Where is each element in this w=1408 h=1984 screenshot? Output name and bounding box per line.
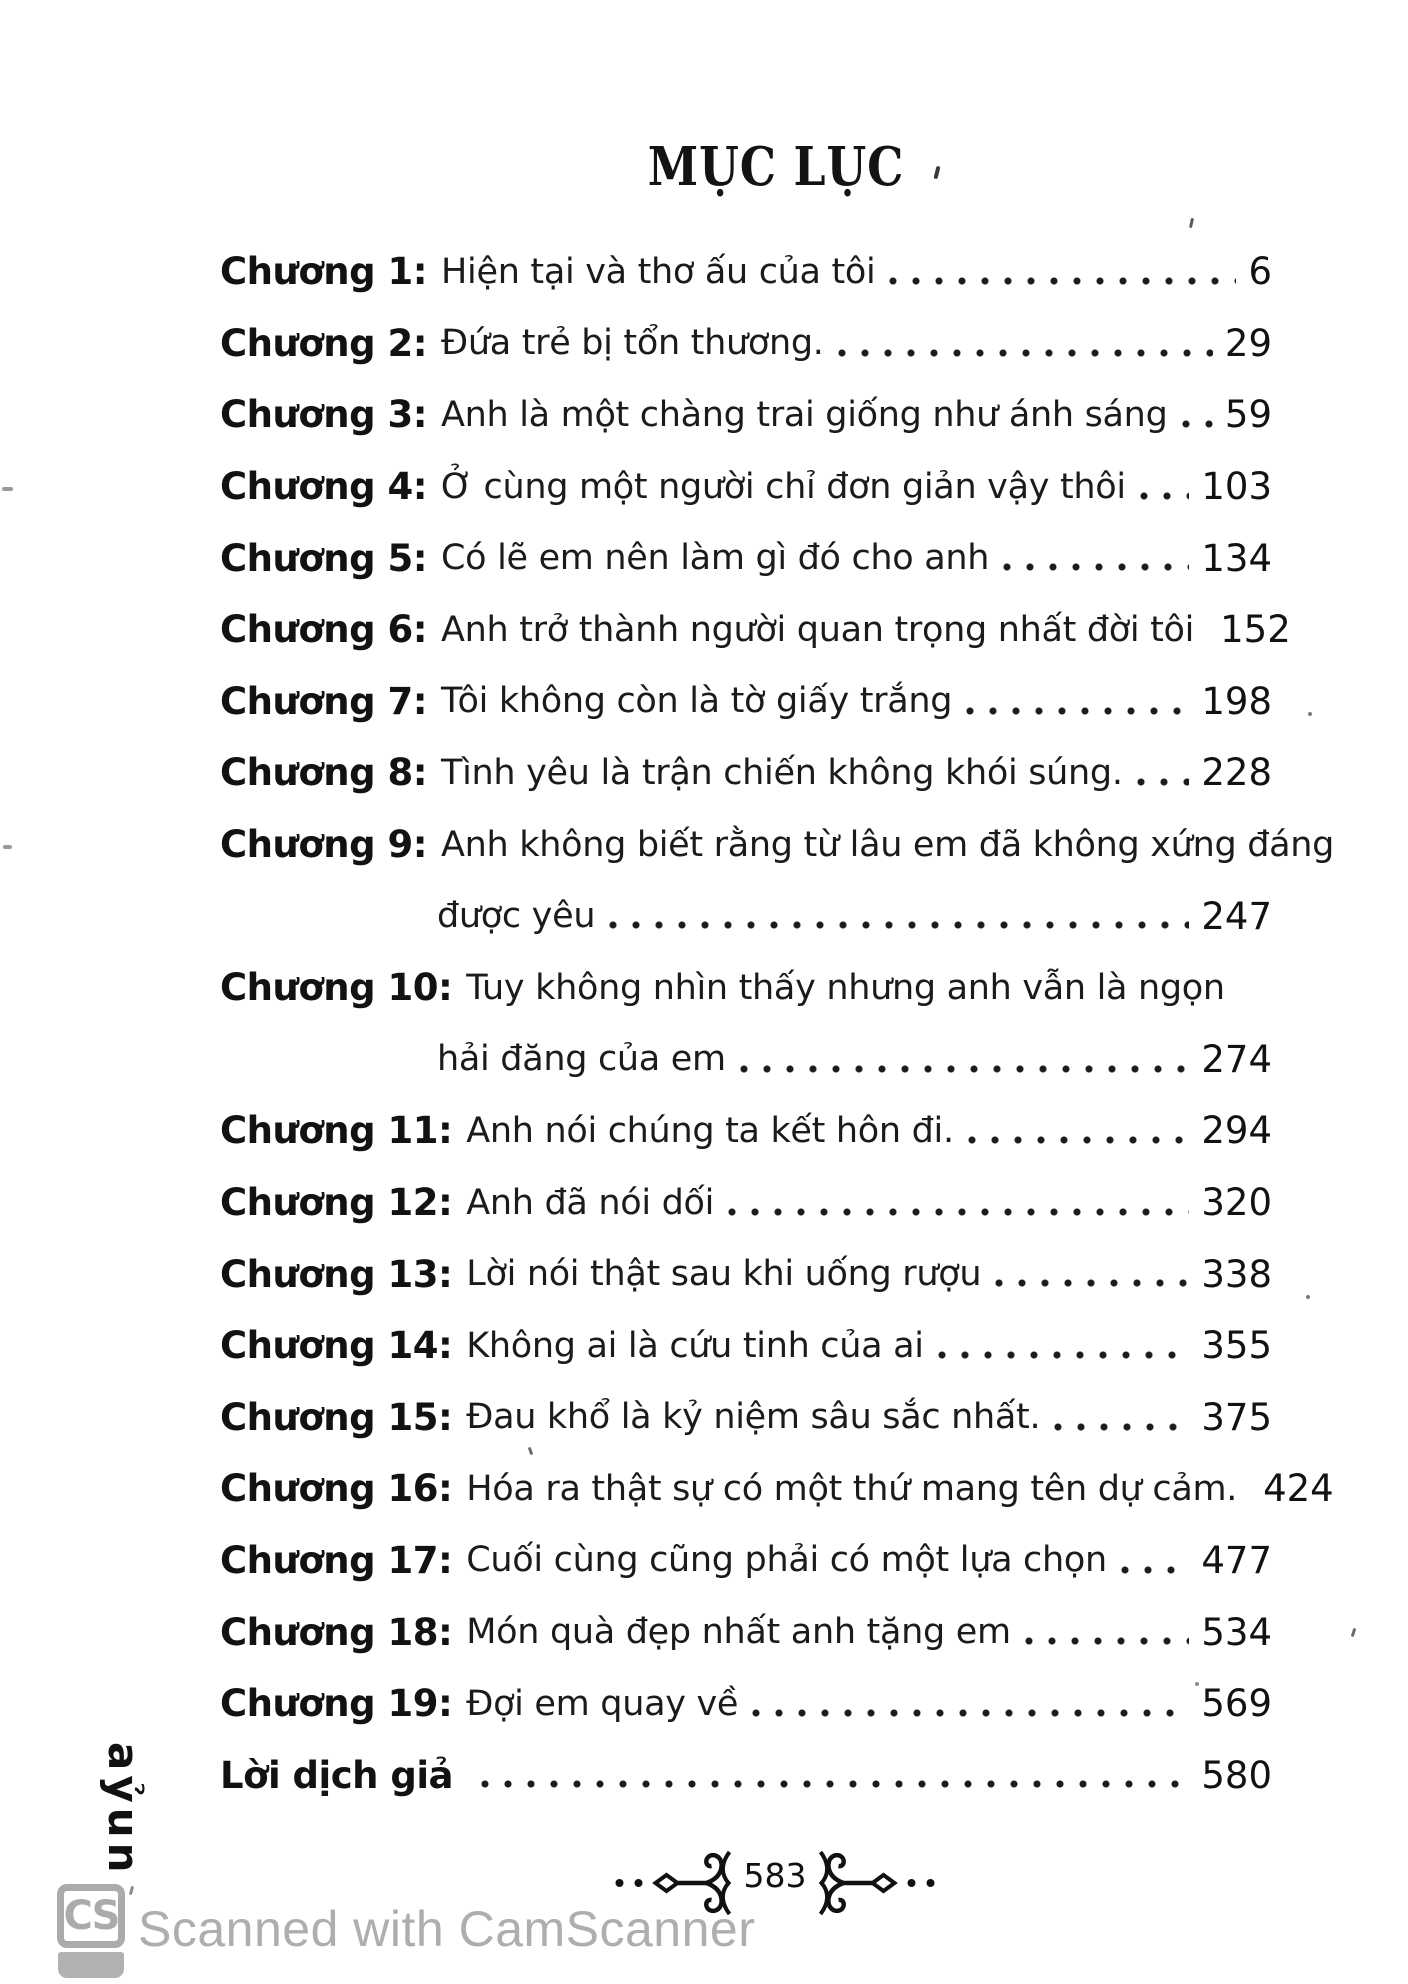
footer-ornament-right-icon <box>815 1846 937 1918</box>
chapter-title-continued: được yêu <box>437 896 596 937</box>
chapter-label: Chương 14: <box>220 1324 453 1368</box>
chapter-label: Chương 15: <box>220 1395 453 1439</box>
chapter-title: Anh là một chàng trai giống như ánh sáng <box>441 394 1168 435</box>
page-number: 580 <box>1201 1753 1272 1797</box>
chapter-label: Chương 7: <box>220 679 428 723</box>
scan-artifact <box>2 487 13 491</box>
page-number: 477 <box>1201 1538 1272 1582</box>
chapter-title: Hiện tại và thơ ấu của tôi <box>441 251 876 292</box>
dot-leader <box>889 277 1236 285</box>
toc-entry <box>220 451 1272 523</box>
scan-artifact <box>1195 1682 1199 1686</box>
footer-ornament <box>614 1846 937 1918</box>
dot-leader <box>966 707 1189 715</box>
chapter-title: Lời nói thật sau khi uống rượu <box>466 1254 982 1295</box>
page-number: 338 <box>1201 1252 1272 1296</box>
toc-entry <box>220 1382 1272 1454</box>
scan-artifact <box>1308 712 1312 716</box>
chapter-label: Chương 6: <box>220 608 428 652</box>
toc-entry <box>220 809 1335 881</box>
chapter-label: Chương 3: <box>220 393 428 437</box>
chapter-label: Chương 5: <box>220 536 428 580</box>
dot-leader <box>1137 778 1190 786</box>
chapter-label: Chương 18: <box>220 1610 453 1654</box>
chapter-label: Chương 4: <box>220 465 428 509</box>
dot-leader <box>752 1709 1189 1717</box>
toc-entry <box>220 236 1272 308</box>
toc-entry <box>220 737 1272 809</box>
toc-entry <box>220 666 1272 738</box>
chapter-title: Anh không biết rằng từ lâu em đã không xứng đáng <box>441 824 1335 865</box>
page-number: 569 <box>1201 1682 1272 1726</box>
chapter-label: Chương 17: <box>220 1538 453 1582</box>
dot-leader <box>938 1351 1190 1359</box>
page-number: 355 <box>1201 1324 1272 1368</box>
toc-entry <box>220 522 1272 594</box>
page-number: 375 <box>1201 1395 1272 1439</box>
footer-ornament-left-icon <box>614 1846 736 1918</box>
chapter-title: Cuối cùng cũng phải có một lựa chọn <box>466 1540 1107 1581</box>
toc-entry <box>220 1668 1272 1740</box>
chapter-title: Món quà đẹp nhất anh tặng em <box>466 1612 1011 1653</box>
page-number: 294 <box>1201 1109 1272 1153</box>
chapter-title: Không ai là cứu tinh của ai <box>466 1325 924 1366</box>
page-number: 228 <box>1201 751 1272 795</box>
chapter-label: Chương 2: <box>220 321 428 365</box>
chapter-label: Lời dịch giả <box>220 1753 454 1797</box>
chapter-label: Chương 8: <box>220 751 428 795</box>
chapter-title: Tình yêu là trận chiến không khói súng. <box>441 752 1123 793</box>
scan-artifact <box>1306 1295 1310 1299</box>
dot-leader <box>609 921 1189 929</box>
scan-artifact <box>129 1886 134 1895</box>
chapter-title: Có lẽ em nên làm gì đó cho anh <box>441 538 990 579</box>
page-number: 103 <box>1201 465 1272 509</box>
chapter-label: Chương 11: <box>220 1109 453 1153</box>
dot-leader <box>1182 420 1213 428</box>
dot-leader <box>481 1780 1189 1788</box>
chapter-label: Chương 10: <box>220 966 453 1010</box>
chapter-title: Đau khổ là kỷ niệm sâu sắc nhất. <box>466 1397 1041 1438</box>
camscanner-logo-base <box>58 1952 124 1978</box>
dot-leader <box>838 349 1213 357</box>
page-title: MỤC LỤC <box>647 136 905 198</box>
toc-entry <box>220 1739 1272 1811</box>
dot-leader <box>1003 563 1189 571</box>
footer-page-number: 583 <box>743 1855 807 1895</box>
toc-entry <box>220 308 1272 380</box>
chapter-label: Chương 12: <box>220 1181 453 1225</box>
toc-entry <box>220 1525 1272 1597</box>
chapter-label: Chương 19: <box>220 1682 453 1726</box>
toc-entry <box>220 1310 1272 1382</box>
edge-text-fragment: aỷun <box>99 1742 148 1878</box>
toc-entry <box>220 1238 1272 1310</box>
dot-leader <box>1140 492 1190 500</box>
chapter-title: Anh nói chúng ta kết hôn đi. <box>466 1110 954 1151</box>
scan-artifact <box>1351 1628 1357 1637</box>
page-number: 534 <box>1201 1610 1272 1654</box>
dot-leader <box>995 1279 1189 1287</box>
toc-entry <box>220 952 1272 1024</box>
dot-leader <box>740 1065 1190 1073</box>
toc-entry <box>220 1167 1272 1239</box>
page-number: 247 <box>1201 894 1272 938</box>
camscanner-logo-icon <box>57 1884 125 1979</box>
dot-leader <box>728 1208 1189 1216</box>
toc-entry-wrap-line <box>220 880 1272 952</box>
dot-leader <box>968 1136 1190 1144</box>
toc-list <box>220 236 1335 1811</box>
chapter-label: Chương 16: <box>220 1467 453 1511</box>
chapter-label: Chương 13: <box>220 1252 453 1296</box>
chapter-title: Hóa ra thật sự có một thứ mang tên dự cảm. <box>466 1468 1238 1509</box>
scan-artifact <box>933 166 940 180</box>
scan-artifact <box>3 845 12 849</box>
camscanner-logo-text: CS <box>57 1884 125 1948</box>
toc-entry <box>220 594 1291 666</box>
toc-entry <box>220 1596 1272 1668</box>
page-number: 152 <box>1220 608 1291 652</box>
chapter-label: Chương 1: <box>220 250 428 294</box>
page-number: 198 <box>1201 679 1272 723</box>
chapter-title: Anh trở thành người quan trọng nhất đời tôi <box>441 609 1195 650</box>
dot-leader <box>1025 1637 1190 1645</box>
page-number: 59 <box>1224 393 1272 437</box>
camscanner-watermark-text: Scanned with CamScanner <box>138 1901 756 1957</box>
page-number: 320 <box>1201 1181 1272 1225</box>
page-number: 134 <box>1201 536 1272 580</box>
page-number: 29 <box>1224 321 1272 365</box>
toc-entry-wrap-line <box>220 1024 1272 1096</box>
page-number: 6 <box>1248 250 1272 294</box>
page-number: 424 <box>1263 1467 1334 1511</box>
dot-leader <box>1121 1566 1190 1574</box>
chapter-title: Tôi không còn là tờ giấy trắng <box>441 681 953 722</box>
chapter-label: Chương 9: <box>220 823 428 867</box>
chapter-title: Tuy không nhìn thấy nhưng anh vẫn là ngọn <box>466 967 1225 1008</box>
toc-entry <box>220 379 1272 451</box>
dot-leader <box>1054 1423 1189 1431</box>
chapter-title: Ở cùng một người chỉ đơn giản vậy thôi <box>441 466 1126 507</box>
page-number: 274 <box>1201 1037 1272 1081</box>
chapter-title-continued: hải đăng của em <box>437 1039 726 1080</box>
scan-artifact <box>1189 218 1194 228</box>
chapter-title: Anh đã nói dối <box>466 1182 715 1223</box>
chapter-title: Đứa trẻ bị tổn thương. <box>441 323 824 364</box>
toc-entry <box>220 1453 1334 1525</box>
toc-entry <box>220 1095 1272 1167</box>
chapter-title: Đợi em quay về <box>466 1683 739 1724</box>
